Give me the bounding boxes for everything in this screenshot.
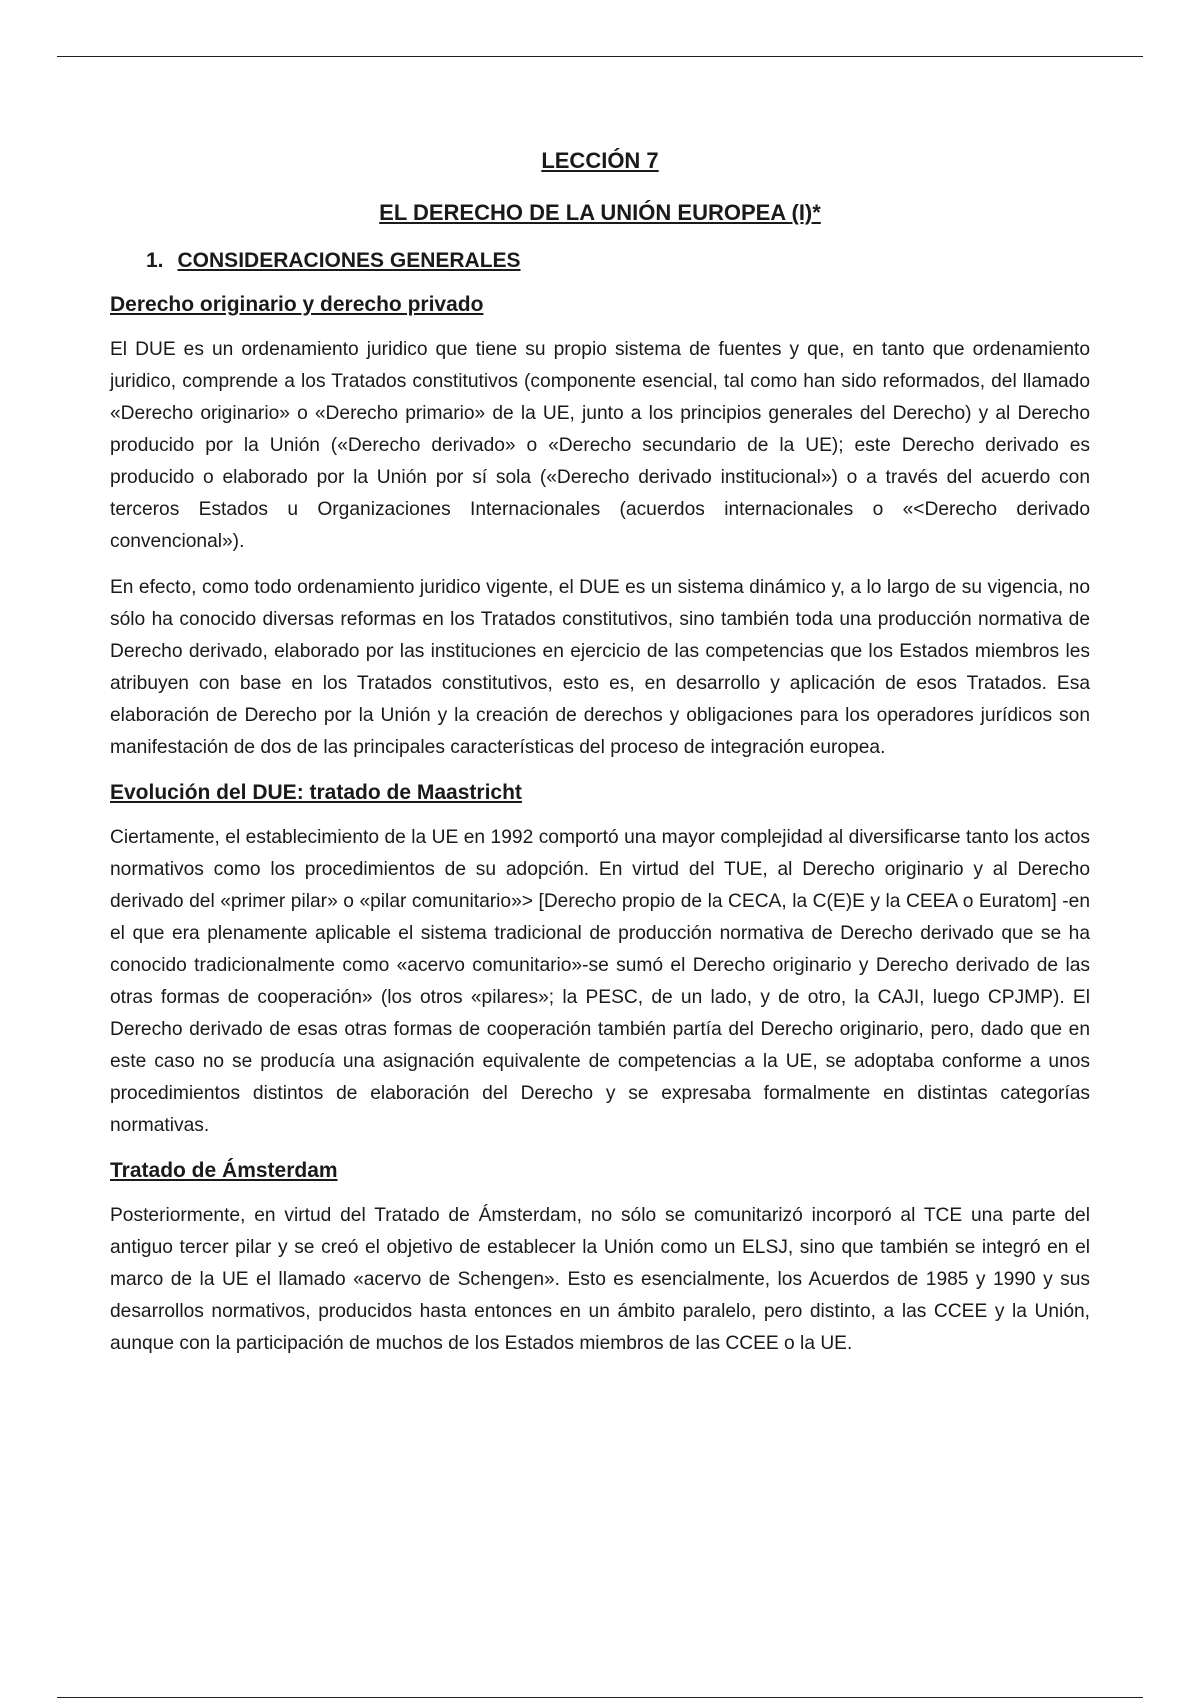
paragraph: Ciertamente, el establecimiento de la UE en 1992 comportó una mayor complejidad al diversificarse tanto los actos normativos como los procedimientos de su adopción. En virtud del TUE, al Derecho originario y al Derecho derivado del «primer pilar» o «pilar comunitario»> [Derecho propio de la CECA, la C(E)E y la CEEA o Euratom] -en el que era plenamente aplicable el sistema tradicional de producción normativa de Derecho derivado que se ha conocido tradicionalmente como «acervo comunitario»-se sumó el Derecho originario y Derecho derivado de las otras formas de cooperación» (los otros «pilares»; la PESC, de un lado, y de otro, la CAJI, luego CPJMP). El Derecho derivado de esas otras formas de cooperación también partía del Derecho originario, pero, dado que en este caso no se producía una asignación equivalente de competencias a la UE, se adoptaba conforme a unos procedimientos distintos de elaboración del Derecho y se expresaba formalmente en distintas categorías normativas. xyxy=(110,827,1090,1136)
subheading: Evolución del DUE: tratado de Maastricht xyxy=(110,781,522,804)
subheading: Derecho originario y derecho privado xyxy=(110,293,484,316)
section-heading xyxy=(146,246,1090,276)
block-maastricht xyxy=(110,778,1090,1142)
document-body xyxy=(110,146,1090,1374)
lesson-title: LECCIÓN 7 xyxy=(541,148,659,173)
section-label: CONSIDERACIONES GENERALES xyxy=(177,249,521,272)
footer-rule xyxy=(57,1697,1143,1698)
header-rule xyxy=(57,56,1143,57)
subheading: Tratado de Ámsterdam xyxy=(110,1159,338,1182)
section-number: 1. xyxy=(146,249,164,272)
block-derecho-originario xyxy=(110,290,1090,764)
paragraph: En efecto, como todo ordenamiento juridico vigente, el DUE es un sistema dinámico y, a lo largo de su vigencia, no sólo ha conocido diversas reformas en los Tratados constitutivos, sino también toda una producción normativa de Derecho derivado, elaborado por las instituciones en ejercicio de las competencias que los Estados miembros les atribuyen con base en los Tratados constitutivos, esto es, en desarrollo y aplicación de esos Tratados. Esa elaboración de Derecho por la Unión y la creación de derechos y obligaciones para los operadores jurídicos son manifestación de dos de las principales características del proceso de integración europea. xyxy=(110,577,1090,758)
block-amsterdam xyxy=(110,1156,1090,1360)
document-title: EL DERECHO DE LA UNIÓN EUROPEA (I)* xyxy=(379,200,821,225)
paragraph: Posteriormente, en virtud del Tratado de Ámsterdam, no sólo se comunitarizó incorporó al TCE una parte del antiguo tercer pilar y se creó el objetivo de establecer la Unión como un ELSJ, sino que también se integró en el marco de la UE el llamado «acervo de Schengen». Esto es esencialmente, los Acuerdos de 1985 y 1990 y sus desarrollos normativos, producidos hasta entonces en un ámbito paralelo, pero distinto, a las CCEE y la Unión, aunque con la participación de muchos de los Estados miembros de las CCEE o la UE. xyxy=(110,1205,1090,1354)
paragraph: El DUE es un ordenamiento juridico que tiene su propio sistema de fuentes y que, en tanto que ordenamiento juridico, comprende a los Tratados constitutivos (componente esencial, tal como han sido reformados, del llamado «Derecho originario» o «Derecho primario» de la UE, junto a los principios generales del Derecho) y al Derecho producido por la Unión («Derecho derivado» o «Derecho secundario de la UE); este Derecho derivado es producido o elaborado por la Unión por sí sola («Derecho derivado institucional») o a través del acuerdo con terceros Estados u Organizaciones Internacionales (acuerdos internacionales o «<Derecho derivado convencional»). xyxy=(110,339,1090,552)
